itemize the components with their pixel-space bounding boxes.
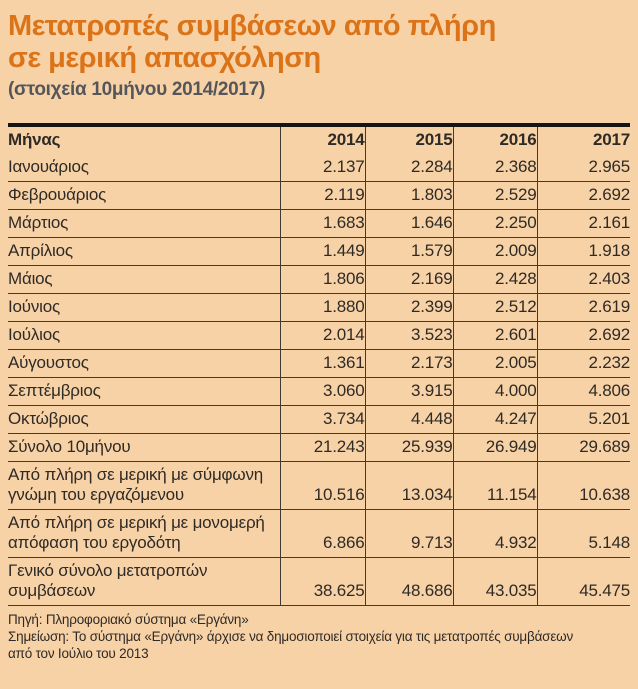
row-value: 2.692 [537,322,630,350]
row-label: Από πλήρη σε μερική με μονομερή απόφαση του εργοδότη [8,510,280,558]
row-value: 1.361 [280,350,365,378]
row-value: 5.148 [537,510,630,558]
row-value: 1.646 [365,210,453,238]
row-value: 11.154 [453,462,537,510]
row-label: Μάιος [8,266,280,294]
table-row [8,510,630,558]
table-row [8,462,630,510]
row-label: Από πλήρη σε μερική με σύμφωνη γνώμη του εργαζόμενου [8,462,280,510]
row-value: 48.686 [365,558,453,606]
row-value: 1.683 [280,210,365,238]
row-value: 3.060 [280,378,365,406]
row-value: 2.009 [453,238,537,266]
row-value: 3.523 [365,322,453,350]
row-value: 26.949 [453,434,537,462]
row-value: 2.284 [365,154,453,182]
row-value: 4.932 [453,510,537,558]
row-label: Γενικό σύνολο μετατροπών συμβάσεων [8,558,280,606]
row-label: Ιούλιος [8,322,280,350]
source-note: Πηγή: Πληροφοριακό σύστημα «Εργάνη» [8,612,249,627]
column-header-year: 2014 [280,125,365,154]
table-row [8,182,630,210]
row-value: 1.880 [280,294,365,322]
row-value: 2.403 [537,266,630,294]
row-value: 2.601 [453,322,537,350]
table-row [8,266,630,294]
row-value: 2.619 [537,294,630,322]
row-value: 10.638 [537,462,630,510]
table-row [8,406,630,434]
row-value: 38.625 [280,558,365,606]
row-value: 29.689 [537,434,630,462]
row-label: Σεπτέμβριος [8,378,280,406]
table-row [8,154,630,182]
row-value: 2.014 [280,322,365,350]
row-label: Αύγουστος [8,350,280,378]
row-value: 25.939 [365,434,453,462]
column-header-year: 2017 [537,125,630,154]
row-value: 2.173 [365,350,453,378]
row-value: 9.713 [365,510,453,558]
row-value: 2.965 [537,154,630,182]
row-value: 2.529 [453,182,537,210]
row-label: Σύνολο 10μήνου [8,434,280,462]
table-row [8,434,630,462]
table-row [8,350,630,378]
column-header-month: Μήνας [8,130,61,149]
table-row [8,378,630,406]
row-value: 1.806 [280,266,365,294]
row-value: 1.449 [280,238,365,266]
row-value: 21.243 [280,434,365,462]
row-value: 4.000 [453,378,537,406]
row-value: 13.034 [365,462,453,510]
row-value: 6.866 [280,510,365,558]
table-row [8,210,630,238]
row-value: 1.579 [365,238,453,266]
row-label: Οκτώβριος [8,406,280,434]
row-value: 5.201 [537,406,630,434]
title-line-2: σε μερική απασχόληση [8,42,321,74]
row-value: 2.119 [280,182,365,210]
table-header-row [8,125,630,154]
table-body [8,154,630,606]
footnote: Σημείωση: Το σύστημα «Εργάνη» άρχισε να δημοσιοποιεί στοιχεία για τις μετατροπές συμβάσεων από τον Ιούλιο του 2013 [8,629,574,661]
row-value: 2.137 [280,154,365,182]
row-label: Φεβρουάριος [8,182,280,210]
row-value: 2.428 [453,266,537,294]
row-label: Ιούνιος [8,294,280,322]
row-value: 2.005 [453,350,537,378]
title-line-1: Μετατροπές συμβάσεων από πλήρη [8,10,496,42]
row-value: 2.692 [537,182,630,210]
row-value: 43.035 [453,558,537,606]
row-value: 4.247 [453,406,537,434]
row-label: Μάρτιος [8,210,280,238]
table-row [8,238,630,266]
column-header-year: 2016 [453,125,537,154]
row-value: 4.448 [365,406,453,434]
row-value: 2.250 [453,210,537,238]
table-row [8,322,630,350]
row-value: 2.169 [365,266,453,294]
row-value: 2.512 [453,294,537,322]
row-value: 1.803 [365,182,453,210]
data-table [8,123,630,606]
row-label: Ιανουάριος [8,154,280,182]
row-value: 10.516 [280,462,365,510]
row-value: 3.734 [280,406,365,434]
row-value: 2.232 [537,350,630,378]
row-value: 1.918 [537,238,630,266]
table-row [8,558,630,606]
row-value: 45.475 [537,558,630,606]
row-value: 2.399 [365,294,453,322]
page-title [8,8,630,74]
row-value: 3.915 [365,378,453,406]
row-value: 2.368 [453,154,537,182]
page-subtitle: (στοιχεία 10μήνου 2014/2017) [8,79,265,100]
row-value: 2.161 [537,210,630,238]
row-label: Απρίλιος [8,238,280,266]
column-header-year: 2015 [365,125,453,154]
row-value: 4.806 [537,378,630,406]
table-row [8,294,630,322]
